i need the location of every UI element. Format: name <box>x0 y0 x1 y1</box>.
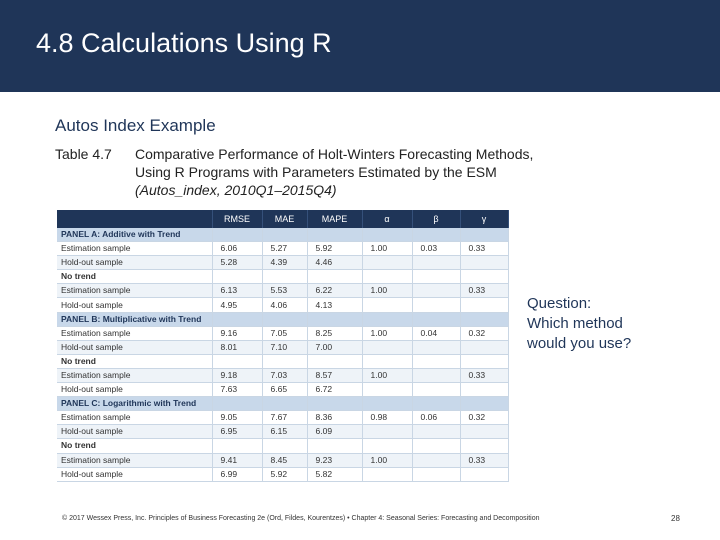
value-cell <box>362 383 412 397</box>
value-cell: 5.28 <box>212 256 262 270</box>
value-cell <box>460 270 508 284</box>
table-row <box>57 467 508 481</box>
value-cell <box>362 298 412 312</box>
value-cell: 6.65 <box>262 383 307 397</box>
value-cell <box>460 467 508 481</box>
value-cell <box>307 228 362 242</box>
column-header <box>57 210 212 228</box>
value-cell <box>212 270 262 284</box>
question-line: would you use? <box>527 335 632 352</box>
value-cell: 6.72 <box>307 383 362 397</box>
value-cell: 5.53 <box>262 284 307 298</box>
footer-copyright: © 2017 Wessex Press, Inc. Principles of Business Forecasting 2e (Ord, Fildes, Kourentzes) • Chapter 4: Seasonal Series: Forecasting and Decomposition <box>62 515 540 522</box>
row-label-cell: Hold-out sample <box>57 340 212 354</box>
value-cell: 8.57 <box>307 368 362 382</box>
table-panel-row <box>57 397 508 411</box>
value-cell <box>307 397 362 411</box>
value-cell: 4.13 <box>307 298 362 312</box>
table-row <box>57 242 508 256</box>
value-cell <box>460 228 508 242</box>
value-cell <box>262 270 307 284</box>
row-label-cell: PANEL C: Logarithmic with Trend <box>57 397 212 411</box>
row-label-cell: PANEL B: Multiplicative with Trend <box>57 312 212 326</box>
value-cell <box>460 383 508 397</box>
value-cell <box>307 439 362 453</box>
value-cell <box>460 340 508 354</box>
value-cell <box>362 425 412 439</box>
value-cell <box>362 354 412 368</box>
row-label-cell: Hold-out sample <box>57 256 212 270</box>
value-cell: 7.63 <box>212 383 262 397</box>
value-cell: 7.05 <box>262 326 307 340</box>
table-subhead-row <box>57 270 508 284</box>
value-cell: 9.16 <box>212 326 262 340</box>
value-cell: 8.25 <box>307 326 362 340</box>
row-label-cell: Estimation sample <box>57 368 212 382</box>
value-cell <box>460 354 508 368</box>
value-cell: 0.03 <box>412 242 460 256</box>
value-cell: 6.06 <box>212 242 262 256</box>
row-label-cell: Hold-out sample <box>57 425 212 439</box>
value-cell <box>412 298 460 312</box>
value-cell: 5.82 <box>307 467 362 481</box>
value-cell <box>212 354 262 368</box>
column-header: MAPE <box>307 210 362 228</box>
value-cell <box>412 368 460 382</box>
page-number: 28 <box>671 514 680 523</box>
value-cell <box>412 228 460 242</box>
row-label-cell: Estimation sample <box>57 326 212 340</box>
value-cell: 9.05 <box>212 411 262 425</box>
value-cell <box>262 312 307 326</box>
column-header: MAE <box>262 210 307 228</box>
table-row <box>57 368 508 382</box>
header-bar <box>0 0 720 92</box>
table-row <box>57 383 508 397</box>
value-cell: 0.98 <box>362 411 412 425</box>
value-cell: 9.41 <box>212 453 262 467</box>
value-cell: 1.00 <box>362 242 412 256</box>
value-cell: 7.00 <box>307 340 362 354</box>
table-row <box>57 284 508 298</box>
row-label-cell: No trend <box>57 270 212 284</box>
table-subhead-row <box>57 354 508 368</box>
value-cell: 1.00 <box>362 284 412 298</box>
value-cell: 0.04 <box>412 326 460 340</box>
value-cell <box>362 312 412 326</box>
value-cell <box>212 439 262 453</box>
value-cell: 4.39 <box>262 256 307 270</box>
row-label-cell: Estimation sample <box>57 242 212 256</box>
value-cell: 6.22 <box>307 284 362 298</box>
value-cell <box>362 228 412 242</box>
table-panel-row <box>57 228 508 242</box>
value-cell: 0.33 <box>460 368 508 382</box>
table-row <box>57 425 508 439</box>
value-cell: 7.03 <box>262 368 307 382</box>
value-cell <box>412 354 460 368</box>
value-cell: 0.33 <box>460 284 508 298</box>
value-cell <box>412 312 460 326</box>
value-cell: 9.23 <box>307 453 362 467</box>
value-cell <box>307 354 362 368</box>
caption-label: Table 4.7 <box>55 146 112 162</box>
value-cell: 4.06 <box>262 298 307 312</box>
value-cell <box>412 256 460 270</box>
value-cell <box>362 397 412 411</box>
value-cell: 0.33 <box>460 242 508 256</box>
value-cell <box>460 256 508 270</box>
row-label-cell: Estimation sample <box>57 453 212 467</box>
value-cell <box>307 270 362 284</box>
row-label-cell: Hold-out sample <box>57 383 212 397</box>
value-cell: 7.67 <box>262 411 307 425</box>
table-row <box>57 340 508 354</box>
value-cell <box>412 439 460 453</box>
value-cell: 0.32 <box>460 326 508 340</box>
column-header: γ <box>460 210 508 228</box>
row-label-cell: No trend <box>57 439 212 453</box>
value-cell <box>212 228 262 242</box>
value-cell <box>262 439 307 453</box>
value-cell <box>362 270 412 284</box>
value-cell: 5.92 <box>262 467 307 481</box>
value-cell: 1.00 <box>362 326 412 340</box>
value-cell <box>362 467 412 481</box>
value-cell: 7.10 <box>262 340 307 354</box>
column-header: RMSE <box>212 210 262 228</box>
value-cell <box>412 453 460 467</box>
value-cell <box>412 397 460 411</box>
value-cell: 9.18 <box>212 368 262 382</box>
question-line: Which method <box>527 315 623 332</box>
value-cell <box>362 256 412 270</box>
value-cell <box>412 425 460 439</box>
slide-subtitle: Autos Index Example <box>55 116 216 135</box>
value-cell <box>262 397 307 411</box>
value-cell: 5.92 <box>307 242 362 256</box>
value-cell <box>362 340 412 354</box>
value-cell: 8.36 <box>307 411 362 425</box>
slide-title: 4.8 Calculations Using R <box>36 28 332 58</box>
value-cell: 6.09 <box>307 425 362 439</box>
row-label-cell: PANEL A: Additive with Trend <box>57 228 212 242</box>
table-subhead-row <box>57 439 508 453</box>
value-cell <box>212 397 262 411</box>
value-cell <box>412 284 460 298</box>
table-row <box>57 256 508 270</box>
column-header: β <box>412 210 460 228</box>
value-cell: 0.33 <box>460 453 508 467</box>
value-cell <box>362 439 412 453</box>
table-header-row <box>57 210 508 228</box>
value-cell: 8.01 <box>212 340 262 354</box>
value-cell <box>460 312 508 326</box>
row-label-cell: Estimation sample <box>57 411 212 425</box>
value-cell: 8.45 <box>262 453 307 467</box>
value-cell: 4.46 <box>307 256 362 270</box>
value-cell: 4.95 <box>212 298 262 312</box>
value-cell: 0.06 <box>412 411 460 425</box>
table-row <box>57 453 508 467</box>
value-cell <box>412 467 460 481</box>
value-cell: 6.15 <box>262 425 307 439</box>
column-header: α <box>362 210 412 228</box>
table-panel-row <box>57 312 508 326</box>
question-title: Question: <box>527 295 592 312</box>
row-label-cell: Hold-out sample <box>57 467 212 481</box>
table-body <box>57 228 508 481</box>
value-cell <box>460 425 508 439</box>
value-cell: 6.99 <box>212 467 262 481</box>
value-cell: 0.32 <box>460 411 508 425</box>
value-cell: 5.27 <box>262 242 307 256</box>
value-cell: 1.00 <box>362 368 412 382</box>
caption-line: (Autos_index, 2010Q1–2015Q4) <box>135 182 337 198</box>
value-cell <box>460 298 508 312</box>
value-cell <box>460 397 508 411</box>
value-cell: 6.95 <box>212 425 262 439</box>
row-label-cell: Hold-out sample <box>57 298 212 312</box>
table-row <box>57 411 508 425</box>
table-row <box>57 298 508 312</box>
value-cell <box>412 270 460 284</box>
caption-line: Using R Programs with Parameters Estimated by the ESM <box>135 164 497 180</box>
value-cell: 6.13 <box>212 284 262 298</box>
row-label-cell: Estimation sample <box>57 284 212 298</box>
value-cell <box>412 340 460 354</box>
row-label-cell: No trend <box>57 354 212 368</box>
results-table <box>57 210 509 482</box>
results-table-container <box>57 210 508 478</box>
value-cell <box>412 383 460 397</box>
value-cell <box>460 439 508 453</box>
value-cell <box>212 312 262 326</box>
table-row <box>57 326 508 340</box>
value-cell: 1.00 <box>362 453 412 467</box>
value-cell <box>262 354 307 368</box>
value-cell <box>307 312 362 326</box>
question-box <box>527 294 631 354</box>
caption-line: Comparative Performance of Holt-Winters Forecasting Methods, <box>135 146 534 162</box>
value-cell <box>262 228 307 242</box>
